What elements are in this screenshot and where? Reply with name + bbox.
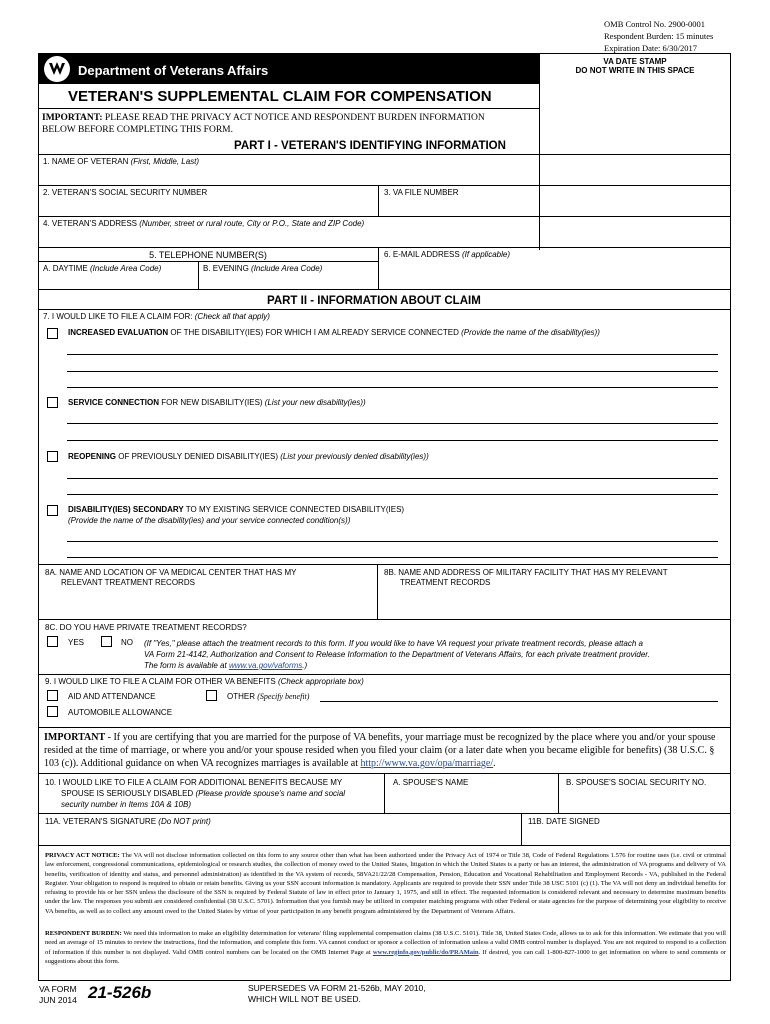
automobile-allowance-checkbox[interactable] xyxy=(47,706,58,717)
private-records-yes-checkbox[interactable] xyxy=(47,636,58,647)
other-benefit-input[interactable] xyxy=(320,701,718,702)
marriage-notice-3: 103 (c)). Additional guidance on when VA recognizes marriages is available at http://www.va.gov/opa/marriage/. xyxy=(44,758,496,769)
field-4-label: 4. VETERAN'S ADDRESS (Number, street or rural route, City or P.O., State and ZIP Code) xyxy=(43,219,365,228)
private-records-no-checkbox[interactable] xyxy=(101,636,112,647)
divider xyxy=(38,247,731,248)
footer-date: JUN 2014 xyxy=(39,995,77,1005)
secondary-label: DISABILITY(IES) SECONDARY TO MY EXISTING SERVICE CONNECTED DISABILITY(IES) xyxy=(68,505,405,514)
marriage-notice-1: IMPORTANT - If you are certifying that you are married for the purpose of VA benefits, your marriage must be recognized by the place where you and/or your spouse xyxy=(44,732,716,743)
field-5b-label: B. EVENING (Include Area Code) xyxy=(203,264,323,273)
increased-line-1[interactable] xyxy=(67,354,718,355)
increased-line-3[interactable] xyxy=(67,387,718,388)
field-10-label-1: 10. I WOULD LIKE TO FILE A CLAIM FOR ADDITIONAL BENEFITS BECAUSE MY xyxy=(45,778,343,787)
va-medical-center-input[interactable] xyxy=(40,590,376,618)
reginfo-link[interactable]: www.reginfo.gov/public/do/PRAMain xyxy=(372,948,479,956)
field-10-label-2: SPOUSE IS SERIOUSLY DISABLED (Please provide spouse's name and social xyxy=(61,789,346,798)
secondary-hint: (Provide the name of the disability(ies) and your service connected condition(s)) xyxy=(68,516,351,525)
reopening-label: REOPENING OF PREVIOUSLY DENIED DISABILITY(IES) (List your previously denied disability(ies)) xyxy=(68,452,429,461)
field-8b-label-1: 8B. NAME AND ADDRESS OF MILITARY FACILITY THAT HAS MY RELEVANT xyxy=(384,568,668,577)
field-8a-label-1: 8A. NAME AND LOCATION OF VA MEDICAL CENTER THAT HAS MY xyxy=(45,568,297,577)
omb-control-number: OMB Control No. 2900-0001 xyxy=(604,19,706,29)
divider xyxy=(38,674,731,675)
footer-va-form: VA FORM xyxy=(39,984,77,994)
expiration-date: Expiration Date: 6/30/2017 xyxy=(604,43,698,53)
marriage-notice-2: resided at the time of marriage, or where you and/or your spouse resided when you filed your claim (or a later date when you became eligible for benefits) (38 U.S.C. § xyxy=(44,745,715,756)
part2-title: PART II - INFORMATION ABOUT CLAIM xyxy=(267,295,481,307)
form-number: 21-526b xyxy=(88,983,152,1002)
secondary-checkbox[interactable] xyxy=(47,505,58,516)
divider xyxy=(38,845,731,846)
important-text-1: PLEASE READ THE PRIVACY ACT NOTICE AND RESPONDENT BURDEN INFORMATION xyxy=(104,113,485,123)
reopening-checkbox[interactable] xyxy=(47,451,58,462)
field-8c-note-1: (If "Yes," please attach the treatment records to this form. If you would like to have VA request your private treatment records, please attach a xyxy=(144,639,643,648)
email-input[interactable] xyxy=(380,260,729,288)
supersedes-1: SUPERSEDES VA FORM 21-526b, MAY 2010, xyxy=(248,983,426,993)
service-connection-label: SERVICE CONNECTION FOR NEW DISABILITY(IES) (List your new disability(ies)) xyxy=(68,398,366,407)
reopening-line-2[interactable] xyxy=(67,494,718,495)
divider xyxy=(377,564,378,619)
field-10b-label: B. SPOUSE'S SOCIAL SECURITY NO. xyxy=(566,778,707,787)
divider xyxy=(378,185,379,216)
part1-title: PART I - VETERAN'S IDENTIFYING INFORMATION xyxy=(234,140,506,152)
important-notice xyxy=(42,112,485,124)
field-8c-label: 8C. DO YOU HAVE PRIVATE TREATMENT RECORDS? xyxy=(45,623,247,632)
service-line-1[interactable] xyxy=(67,423,718,424)
divider xyxy=(38,289,731,290)
divider xyxy=(38,727,731,728)
no-label: NO xyxy=(121,638,133,647)
ssn-input[interactable] xyxy=(39,198,377,216)
veteran-name-input[interactable] xyxy=(39,167,729,185)
field-1-label: 1. NAME OF VETERAN (First, Middle, Last) xyxy=(43,157,200,166)
divider xyxy=(384,773,385,813)
divider xyxy=(38,564,731,565)
spouse-name-input[interactable] xyxy=(386,790,556,812)
increased-line-2[interactable] xyxy=(67,371,718,372)
respondent-burden: Respondent Burden: 15 minutes xyxy=(604,31,714,41)
address-input[interactable] xyxy=(39,229,729,247)
divider xyxy=(38,185,731,186)
field-11b-label: 11B. DATE SIGNED xyxy=(528,817,600,826)
field-5a-label: A. DAYTIME (Include Area Code) xyxy=(43,264,162,273)
secondary-line-2[interactable] xyxy=(67,557,718,558)
divider xyxy=(38,108,539,109)
important-text-2: BELOW BEFORE COMPLETING THIS FORM. xyxy=(42,125,233,135)
divider xyxy=(38,309,731,310)
divider xyxy=(38,261,378,262)
field-8c-note-3: The form is available at www.va.gov/vaforms.) xyxy=(144,661,308,670)
spouse-ssn-input[interactable] xyxy=(560,790,729,812)
service-connection-checkbox[interactable] xyxy=(47,397,58,408)
divider xyxy=(558,773,559,813)
field-2-label: 2. VETERAN'S SOCIAL SECURITY NUMBER xyxy=(43,188,208,197)
supersedes-2: WHICH WILL NOT BE USED. xyxy=(248,994,361,1004)
aid-attendance-label: AID AND ATTENDANCE xyxy=(68,692,156,701)
date-signed-input[interactable] xyxy=(523,828,729,844)
field-9-label: 9. I WOULD LIKE TO FILE A CLAIM FOR OTHER VA BENEFITS (Check appropriate box) xyxy=(45,677,364,686)
va-seal-icon xyxy=(44,56,70,82)
field-10a-label: A. SPOUSE'S NAME xyxy=(393,778,469,787)
increased-evaluation-checkbox[interactable] xyxy=(47,328,58,339)
privacy-act-notice: PRIVACY ACT NOTICE: The VA will not disclose information collected on this form to any source other than what has been authorized under the Privacy Act of 1974 or Title 38, Code of Federal Regulations 1.576 for routine uses (i.e. civil or criminal law enforcement, congressional communications, epidemiological or research studies, the collection of money owed to the United States, litigation in which the United States is a party or has an interest, the administration of VA programs and delivery of VA benefits, verification of identity and status, and personnel administration) as identified in the VA system of records, 58VA21/22/28 Compensation, Pension, Education and Vocational Rehabilitation and Employment Records - VA, published in the Federal Register. Your obligation to respond is required to obtain or retain benefits. Giving us your SSN account information is mandatory. Applicants are required to provide their SSN under Title 38 USC 5101 (c) (1). The VA will not deny an individual benefits for refusing to provide his or her SSN unless the disclosure of the SSN is required by Federal Statute of law in effect prior to January 1, 1975, and still in effect. The requested information is considered relevant and necessary to determine maximum benefits under the law. The responses you submit are considered confidential (38 U.S.C. 5701). Information that you furnish may be utilized in computer matching programs with other Federal or state agencies for the purpose of determining your eligibility to receive VA benefits, as well as to collect any amount owed to the United States by virtue of your participation in any benefit program administered by the Department of Veterans Affairs. xyxy=(45,852,726,915)
service-line-2[interactable] xyxy=(67,440,718,441)
field-11a-label: 11A. VETERAN'S SIGNATURE (Do NOT print) xyxy=(45,817,211,826)
form-title: VETERAN'S SUPPLEMENTAL CLAIM FOR COMPENSATION xyxy=(68,88,492,105)
stamp-divider xyxy=(539,53,540,250)
other-benefit-checkbox[interactable] xyxy=(206,690,217,701)
reopening-line-1[interactable] xyxy=(67,478,718,479)
field-3-label: 3. VA FILE NUMBER xyxy=(384,188,459,197)
secondary-line-1[interactable] xyxy=(67,541,718,542)
yes-label: YES xyxy=(68,638,85,647)
signature-input[interactable] xyxy=(40,828,520,844)
other-label: OTHER (Specify benefit) xyxy=(227,692,310,701)
stamp-subtitle: DO NOT WRITE IN THIS SPACE xyxy=(575,66,695,75)
military-facility-input[interactable] xyxy=(379,590,729,618)
vaforms-link[interactable]: www.va.gov/vaforms xyxy=(228,661,303,670)
important-label: IMPORTANT: xyxy=(42,113,103,123)
divider xyxy=(521,813,522,845)
field-10-label-3: security number in Items 10A & 10B) xyxy=(61,800,191,809)
field-7-label: 7. I WOULD LIKE TO FILE A CLAIM FOR: (Check all that apply) xyxy=(43,312,270,321)
field-8b-label-2: TREATMENT RECORDS xyxy=(400,578,491,587)
field-5-label: 5. TELEPHONE NUMBER(S) xyxy=(149,250,267,260)
agency-name: Department of Veterans Affairs xyxy=(78,63,269,78)
daytime-phone-input[interactable] xyxy=(39,274,197,288)
marriage-link[interactable]: http://www.va.gov/opa/marriage/ xyxy=(360,758,494,769)
divider xyxy=(38,216,731,217)
aid-attendance-checkbox[interactable] xyxy=(47,690,58,701)
field-6-label: 6. E-MAIL ADDRESS (If applicable) xyxy=(384,250,510,259)
divider xyxy=(38,813,731,814)
increased-evaluation-label: INCREASED EVALUATION OF THE DISABILITY(IES) FOR WHICH I AM ALREADY SERVICE CONNECTED (Provide the name of the disability(ies)) xyxy=(68,328,600,337)
va-file-number-input[interactable] xyxy=(380,198,729,216)
evening-phone-input[interactable] xyxy=(199,274,377,288)
divider xyxy=(38,619,731,620)
divider xyxy=(38,154,731,155)
field-8a-label-2: RELEVANT TREATMENT RECORDS xyxy=(61,578,195,587)
automobile-allowance-label: AUTOMOBILE ALLOWANCE xyxy=(68,708,173,717)
respondent-burden-notice: RESPONDENT BURDEN: We need this information to make an eligibility determination for veterans' filing supplemental compensation claims (38 U.S.C. 5101). Title 38, United States Code, allows us to ask for this information. We estimate that you will need an average of 15 minutes to review the instructions, find the information, and complete this form. VA cannot conduct or sponsor a collection of information unless a valid OMB control number is displayed. You are not required to respond to a collection of information if this number is not displayed. Valid OMB control numbers can be located on the OMB Internet Page at www.reginfo.gov/public/do/PRAMain. If desired, you can call 1-800-827-1000 to get information on where to send comments or suggestions about this form. xyxy=(45,930,727,965)
stamp-title: VA DATE STAMP xyxy=(603,57,667,66)
divider xyxy=(378,247,379,289)
field-8c-note-2: VA Form 21-4142, Authorization and Consent to Release Information to the Department of Veterans Affairs, for each private treatment provider. xyxy=(144,650,650,659)
